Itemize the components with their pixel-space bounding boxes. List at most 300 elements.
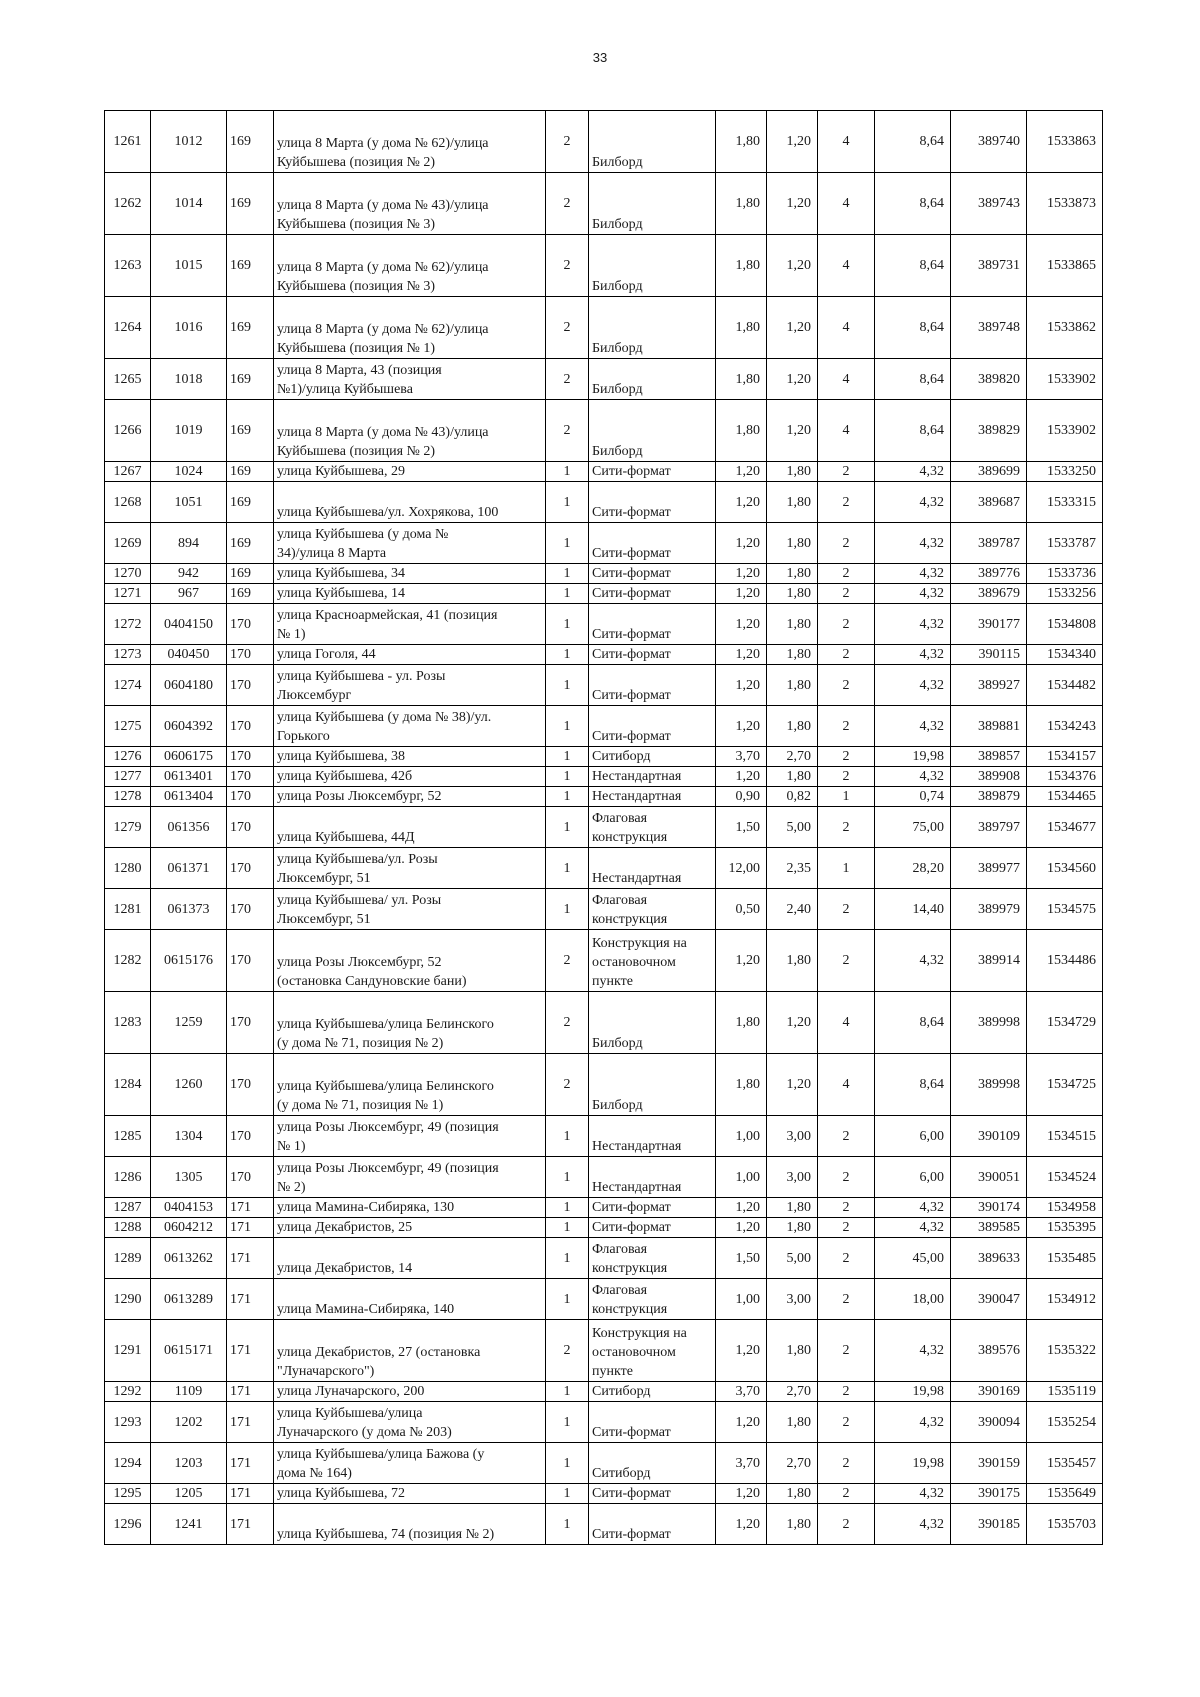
height-cell: 1,20 (767, 1054, 818, 1116)
area-cell: 8,64 (875, 400, 951, 462)
height-cell: 1,80 (767, 1504, 818, 1545)
fields-cell: 2 (818, 482, 875, 523)
address-cell: улица Куйбышева, 42б (274, 767, 546, 787)
code-cell: 1241 (151, 1504, 227, 1545)
y-coordinate-cell: 1533865 (1027, 235, 1103, 297)
x-coordinate-cell: 389998 (951, 1054, 1027, 1116)
zone-cell: 170 (227, 645, 274, 665)
address-cell: улица Куйбышева, 44Д (274, 807, 546, 848)
height-cell: 1,20 (767, 400, 818, 462)
table-row (105, 665, 1103, 706)
structure-type-cell: Сити-формат (589, 1484, 716, 1504)
code-cell: 1018 (151, 359, 227, 400)
table-row (105, 1382, 1103, 1402)
zone-cell: 170 (227, 930, 274, 992)
width-cell: 1,80 (716, 173, 767, 235)
height-cell: 1,80 (767, 767, 818, 787)
sides-cell: 1 (546, 584, 589, 604)
height-cell: 1,20 (767, 992, 818, 1054)
code-cell: 1259 (151, 992, 227, 1054)
x-coordinate-cell: 389731 (951, 235, 1027, 297)
height-cell: 3,00 (767, 1116, 818, 1157)
table-row (105, 706, 1103, 747)
table-row (105, 604, 1103, 645)
width-cell: 1,20 (716, 1198, 767, 1218)
zone-cell: 170 (227, 807, 274, 848)
sides-cell: 1 (546, 1402, 589, 1443)
code-cell: 0615171 (151, 1320, 227, 1382)
y-coordinate-cell: 1534515 (1027, 1116, 1103, 1157)
row-number-cell: 1268 (105, 482, 151, 523)
width-cell: 1,20 (716, 1402, 767, 1443)
height-cell: 0,82 (767, 787, 818, 807)
x-coordinate-cell: 389820 (951, 359, 1027, 400)
sides-cell: 1 (546, 1198, 589, 1218)
x-coordinate-cell: 389829 (951, 400, 1027, 462)
row-number-cell: 1296 (105, 1504, 151, 1545)
y-coordinate-cell: 1533736 (1027, 564, 1103, 584)
height-cell: 1,80 (767, 1484, 818, 1504)
y-coordinate-cell: 1535395 (1027, 1218, 1103, 1238)
x-coordinate-cell: 389881 (951, 706, 1027, 747)
table-row (105, 1320, 1103, 1382)
y-coordinate-cell: 1534958 (1027, 1198, 1103, 1218)
structure-type-cell: Сити-формат (589, 482, 716, 523)
code-cell: 0404153 (151, 1198, 227, 1218)
y-coordinate-cell: 1533863 (1027, 111, 1103, 173)
width-cell: 1,20 (716, 706, 767, 747)
address-cell: улица Розы Люксембург, 52 (остановка Сандуновские бани) (274, 930, 546, 992)
code-cell: 061356 (151, 807, 227, 848)
fields-cell: 2 (818, 1116, 875, 1157)
address-cell: улица 8 Марта (у дома № 62)/улица Куйбышева (позиция № 3) (274, 235, 546, 297)
area-cell: 8,64 (875, 235, 951, 297)
row-number-cell: 1278 (105, 787, 151, 807)
y-coordinate-cell: 1534729 (1027, 992, 1103, 1054)
area-cell: 6,00 (875, 1116, 951, 1157)
height-cell: 1,80 (767, 482, 818, 523)
width-cell: 1,20 (716, 645, 767, 665)
structure-type-cell: Нестандартная (589, 848, 716, 889)
y-coordinate-cell: 1534243 (1027, 706, 1103, 747)
zone-cell: 169 (227, 462, 274, 482)
height-cell: 2,35 (767, 848, 818, 889)
code-cell: 1305 (151, 1157, 227, 1198)
zone-cell: 171 (227, 1443, 274, 1484)
zone-cell: 171 (227, 1198, 274, 1218)
width-cell: 1,00 (716, 1157, 767, 1198)
structure-type-cell: Сити-формат (589, 706, 716, 747)
height-cell: 1,80 (767, 564, 818, 584)
width-cell: 1,20 (716, 1218, 767, 1238)
y-coordinate-cell: 1533902 (1027, 400, 1103, 462)
structure-type-cell: Флаговая конструкция (589, 1279, 716, 1320)
row-number-cell: 1282 (105, 930, 151, 992)
code-cell: 1019 (151, 400, 227, 462)
y-coordinate-cell: 1534808 (1027, 604, 1103, 645)
area-cell: 4,32 (875, 665, 951, 706)
structure-type-cell: Сити-формат (589, 1504, 716, 1545)
fields-cell: 2 (818, 706, 875, 747)
y-coordinate-cell: 1535703 (1027, 1504, 1103, 1545)
row-number-cell: 1263 (105, 235, 151, 297)
area-cell: 18,00 (875, 1279, 951, 1320)
y-coordinate-cell: 1534524 (1027, 1157, 1103, 1198)
address-cell: улица Красноармейская, 41 (позиция № 1) (274, 604, 546, 645)
code-cell: 0613404 (151, 787, 227, 807)
fields-cell: 2 (818, 930, 875, 992)
y-coordinate-cell: 1534560 (1027, 848, 1103, 889)
zone-cell: 170 (227, 787, 274, 807)
table-row (105, 1238, 1103, 1279)
y-coordinate-cell: 1534486 (1027, 930, 1103, 992)
width-cell: 1,20 (716, 523, 767, 564)
table-row (105, 523, 1103, 564)
area-cell: 4,32 (875, 706, 951, 747)
address-cell: улица Гоголя, 44 (274, 645, 546, 665)
height-cell: 1,20 (767, 297, 818, 359)
table-row (105, 1279, 1103, 1320)
structure-type-cell: Конструкция на остановочном пункте (589, 930, 716, 992)
fields-cell: 4 (818, 111, 875, 173)
area-cell: 19,98 (875, 747, 951, 767)
y-coordinate-cell: 1534340 (1027, 645, 1103, 665)
fields-cell: 4 (818, 992, 875, 1054)
table-row (105, 584, 1103, 604)
structure-type-cell: Билборд (589, 173, 716, 235)
sides-cell: 1 (546, 1116, 589, 1157)
zone-cell: 169 (227, 584, 274, 604)
area-cell: 19,98 (875, 1443, 951, 1484)
structure-type-cell: Сити-формат (589, 665, 716, 706)
height-cell: 1,80 (767, 584, 818, 604)
area-cell: 19,98 (875, 1382, 951, 1402)
zone-cell: 170 (227, 992, 274, 1054)
zone-cell: 170 (227, 747, 274, 767)
zone-cell: 171 (227, 1279, 274, 1320)
table-row (105, 359, 1103, 400)
width-cell: 1,00 (716, 1279, 767, 1320)
structure-type-cell: Сити-формат (589, 1218, 716, 1238)
width-cell: 1,80 (716, 111, 767, 173)
width-cell: 1,50 (716, 1238, 767, 1279)
table-row (105, 767, 1103, 787)
height-cell: 1,80 (767, 1402, 818, 1443)
width-cell: 3,70 (716, 1443, 767, 1484)
code-cell: 0404150 (151, 604, 227, 645)
sides-cell: 1 (546, 767, 589, 787)
zone-cell: 170 (227, 665, 274, 706)
zone-cell: 169 (227, 564, 274, 584)
area-cell: 4,32 (875, 1484, 951, 1504)
width-cell: 1,20 (716, 564, 767, 584)
address-cell: улица Куйбышева, 72 (274, 1484, 546, 1504)
height-cell: 1,20 (767, 359, 818, 400)
code-cell: 1012 (151, 111, 227, 173)
table-row (105, 1402, 1103, 1443)
fields-cell: 2 (818, 1320, 875, 1382)
height-cell: 1,80 (767, 665, 818, 706)
fields-cell: 2 (818, 645, 875, 665)
width-cell: 3,70 (716, 1382, 767, 1402)
sides-cell: 2 (546, 930, 589, 992)
area-cell: 75,00 (875, 807, 951, 848)
area-cell: 4,32 (875, 645, 951, 665)
sides-cell: 1 (546, 564, 589, 584)
zone-cell: 169 (227, 523, 274, 564)
table-row (105, 807, 1103, 848)
zone-cell: 171 (227, 1320, 274, 1382)
area-cell: 4,32 (875, 930, 951, 992)
sides-cell: 1 (546, 462, 589, 482)
y-coordinate-cell: 1534376 (1027, 767, 1103, 787)
row-number-cell: 1276 (105, 747, 151, 767)
y-coordinate-cell: 1533902 (1027, 359, 1103, 400)
width-cell: 1,20 (716, 462, 767, 482)
sides-cell: 1 (546, 523, 589, 564)
sides-cell: 1 (546, 889, 589, 930)
fields-cell: 2 (818, 665, 875, 706)
address-cell: улица Декабристов, 25 (274, 1218, 546, 1238)
table-row (105, 1054, 1103, 1116)
x-coordinate-cell: 390094 (951, 1402, 1027, 1443)
code-cell: 0613262 (151, 1238, 227, 1279)
width-cell: 1,80 (716, 235, 767, 297)
x-coordinate-cell: 389740 (951, 111, 1027, 173)
sides-cell: 1 (546, 1157, 589, 1198)
y-coordinate-cell: 1534465 (1027, 787, 1103, 807)
row-number-cell: 1272 (105, 604, 151, 645)
row-number-cell: 1283 (105, 992, 151, 1054)
structure-type-cell: Флаговая конструкция (589, 807, 716, 848)
y-coordinate-cell: 1533315 (1027, 482, 1103, 523)
fields-cell: 2 (818, 1402, 875, 1443)
table-row (105, 848, 1103, 889)
row-number-cell: 1261 (105, 111, 151, 173)
x-coordinate-cell: 389748 (951, 297, 1027, 359)
code-cell: 1260 (151, 1054, 227, 1116)
table-row (105, 1218, 1103, 1238)
structure-type-cell: Сити-формат (589, 462, 716, 482)
code-cell: 0606175 (151, 747, 227, 767)
row-number-cell: 1273 (105, 645, 151, 665)
area-cell: 0,74 (875, 787, 951, 807)
row-number-cell: 1284 (105, 1054, 151, 1116)
code-cell: 061373 (151, 889, 227, 930)
zone-cell: 169 (227, 482, 274, 523)
table-row (105, 482, 1103, 523)
zone-cell: 170 (227, 848, 274, 889)
address-cell: улица Куйбышева (у дома № 38)/ул. Горького (274, 706, 546, 747)
page-number: 33 (592, 50, 608, 65)
width-cell: 1,50 (716, 807, 767, 848)
fields-cell: 2 (818, 1382, 875, 1402)
structure-type-cell: Сити-формат (589, 1198, 716, 1218)
fields-cell: 2 (818, 1279, 875, 1320)
row-number-cell: 1292 (105, 1382, 151, 1402)
height-cell: 1,80 (767, 1320, 818, 1382)
x-coordinate-cell: 389687 (951, 482, 1027, 523)
row-number-cell: 1279 (105, 807, 151, 848)
structure-type-cell: Билборд (589, 1054, 716, 1116)
code-cell: 1203 (151, 1443, 227, 1484)
zone-cell: 170 (227, 1157, 274, 1198)
height-cell: 2,70 (767, 1382, 818, 1402)
address-cell: улица Куйбышева/улица Луначарского (у дома № 203) (274, 1402, 546, 1443)
fields-cell: 2 (818, 584, 875, 604)
zone-cell: 171 (227, 1238, 274, 1279)
zone-cell: 170 (227, 1054, 274, 1116)
row-number-cell: 1294 (105, 1443, 151, 1484)
table-row (105, 400, 1103, 462)
table-row (105, 1198, 1103, 1218)
x-coordinate-cell: 389998 (951, 992, 1027, 1054)
structure-type-cell: Ситиборд (589, 747, 716, 767)
address-cell: улица Куйбышева/улица Белинского (у дома № 71, позиция № 1) (274, 1054, 546, 1116)
sides-cell: 2 (546, 235, 589, 297)
row-number-cell: 1291 (105, 1320, 151, 1382)
height-cell: 2,70 (767, 747, 818, 767)
fields-cell: 2 (818, 1238, 875, 1279)
structure-type-cell: Сити-формат (589, 604, 716, 645)
height-cell: 5,00 (767, 1238, 818, 1279)
fields-cell: 2 (818, 604, 875, 645)
table-row (105, 297, 1103, 359)
address-cell: улица Мамина-Сибиряка, 140 (274, 1279, 546, 1320)
row-number-cell: 1270 (105, 564, 151, 584)
x-coordinate-cell: 390174 (951, 1198, 1027, 1218)
width-cell: 1,80 (716, 1054, 767, 1116)
address-cell: улица Розы Люксембург, 49 (позиция № 1) (274, 1116, 546, 1157)
structure-type-cell: Сити-формат (589, 564, 716, 584)
height-cell: 1,80 (767, 1218, 818, 1238)
sides-cell: 1 (546, 706, 589, 747)
width-cell: 1,20 (716, 767, 767, 787)
height-cell: 3,00 (767, 1157, 818, 1198)
zone-cell: 171 (227, 1218, 274, 1238)
fields-cell: 1 (818, 787, 875, 807)
address-cell: улица Декабристов, 27 (остановка "Луначарского") (274, 1320, 546, 1382)
address-cell: улица Куйбышева, 29 (274, 462, 546, 482)
area-cell: 4,32 (875, 462, 951, 482)
sides-cell: 1 (546, 665, 589, 706)
table-row (105, 787, 1103, 807)
address-cell: улица Куйбышева, 74 (позиция № 2) (274, 1504, 546, 1545)
height-cell: 1,80 (767, 706, 818, 747)
zone-cell: 169 (227, 400, 274, 462)
fields-cell: 2 (818, 889, 875, 930)
code-cell: 1202 (151, 1402, 227, 1443)
y-coordinate-cell: 1535457 (1027, 1443, 1103, 1484)
code-cell: 1015 (151, 235, 227, 297)
x-coordinate-cell: 389699 (951, 462, 1027, 482)
structure-type-cell: Конструкция на остановочном пункте (589, 1320, 716, 1382)
area-cell: 6,00 (875, 1157, 951, 1198)
zone-cell: 170 (227, 767, 274, 787)
sides-cell: 1 (546, 1504, 589, 1545)
height-cell: 1,80 (767, 1198, 818, 1218)
structure-type-cell: Билборд (589, 235, 716, 297)
zone-cell: 170 (227, 706, 274, 747)
table-row (105, 1116, 1103, 1157)
sides-cell: 1 (546, 482, 589, 523)
height-cell: 1,20 (767, 235, 818, 297)
table-row (105, 564, 1103, 584)
y-coordinate-cell: 1535254 (1027, 1402, 1103, 1443)
height-cell: 1,20 (767, 173, 818, 235)
y-coordinate-cell: 1533873 (1027, 173, 1103, 235)
row-number-cell: 1285 (105, 1116, 151, 1157)
code-cell: 1014 (151, 173, 227, 235)
area-cell: 8,64 (875, 173, 951, 235)
fields-cell: 4 (818, 359, 875, 400)
x-coordinate-cell: 389914 (951, 930, 1027, 992)
y-coordinate-cell: 1534677 (1027, 807, 1103, 848)
x-coordinate-cell: 389797 (951, 807, 1027, 848)
fields-cell: 2 (818, 1504, 875, 1545)
table-row (105, 462, 1103, 482)
width-cell: 0,90 (716, 787, 767, 807)
code-cell: 1024 (151, 462, 227, 482)
y-coordinate-cell: 1535485 (1027, 1238, 1103, 1279)
row-number-cell: 1267 (105, 462, 151, 482)
area-cell: 45,00 (875, 1238, 951, 1279)
address-cell: улица Куйбышева, 38 (274, 747, 546, 767)
area-cell: 4,32 (875, 604, 951, 645)
sides-cell: 1 (546, 848, 589, 889)
sides-cell: 2 (546, 1054, 589, 1116)
x-coordinate-cell: 390109 (951, 1116, 1027, 1157)
structure-type-cell: Флаговая конструкция (589, 1238, 716, 1279)
x-coordinate-cell: 390159 (951, 1443, 1027, 1484)
structure-type-cell: Сити-формат (589, 523, 716, 564)
address-cell: улица Куйбышева/ ул. Розы Люксембург, 51 (274, 889, 546, 930)
structure-type-cell: Нестандартная (589, 787, 716, 807)
area-cell: 4,32 (875, 1402, 951, 1443)
code-cell: 061371 (151, 848, 227, 889)
y-coordinate-cell: 1534482 (1027, 665, 1103, 706)
x-coordinate-cell: 390177 (951, 604, 1027, 645)
address-cell: улица Розы Люксембург, 52 (274, 787, 546, 807)
fields-cell: 4 (818, 400, 875, 462)
sides-cell: 2 (546, 1320, 589, 1382)
fields-cell: 2 (818, 1198, 875, 1218)
row-number-cell: 1293 (105, 1402, 151, 1443)
y-coordinate-cell: 1534912 (1027, 1279, 1103, 1320)
x-coordinate-cell: 389879 (951, 787, 1027, 807)
fields-cell: 2 (818, 767, 875, 787)
height-cell: 2,70 (767, 1443, 818, 1484)
table-row (105, 111, 1103, 173)
address-cell: улица Куйбышева/улица Бажова (у дома № 164) (274, 1443, 546, 1484)
address-cell: улица Куйбышева (у дома № 34)/улица 8 Марта (274, 523, 546, 564)
fields-cell: 4 (818, 297, 875, 359)
sides-cell: 2 (546, 111, 589, 173)
width-cell: 1,80 (716, 297, 767, 359)
sides-cell: 1 (546, 1238, 589, 1279)
area-cell: 8,64 (875, 111, 951, 173)
table-row (105, 1504, 1103, 1545)
structure-type-cell: Нестандартная (589, 767, 716, 787)
fields-cell: 2 (818, 1218, 875, 1238)
table-row (105, 235, 1103, 297)
code-cell: 0613401 (151, 767, 227, 787)
code-cell: 1109 (151, 1382, 227, 1402)
row-number-cell: 1295 (105, 1484, 151, 1504)
fields-cell: 2 (818, 564, 875, 584)
height-cell: 1,80 (767, 523, 818, 564)
table-body (105, 111, 1103, 1545)
